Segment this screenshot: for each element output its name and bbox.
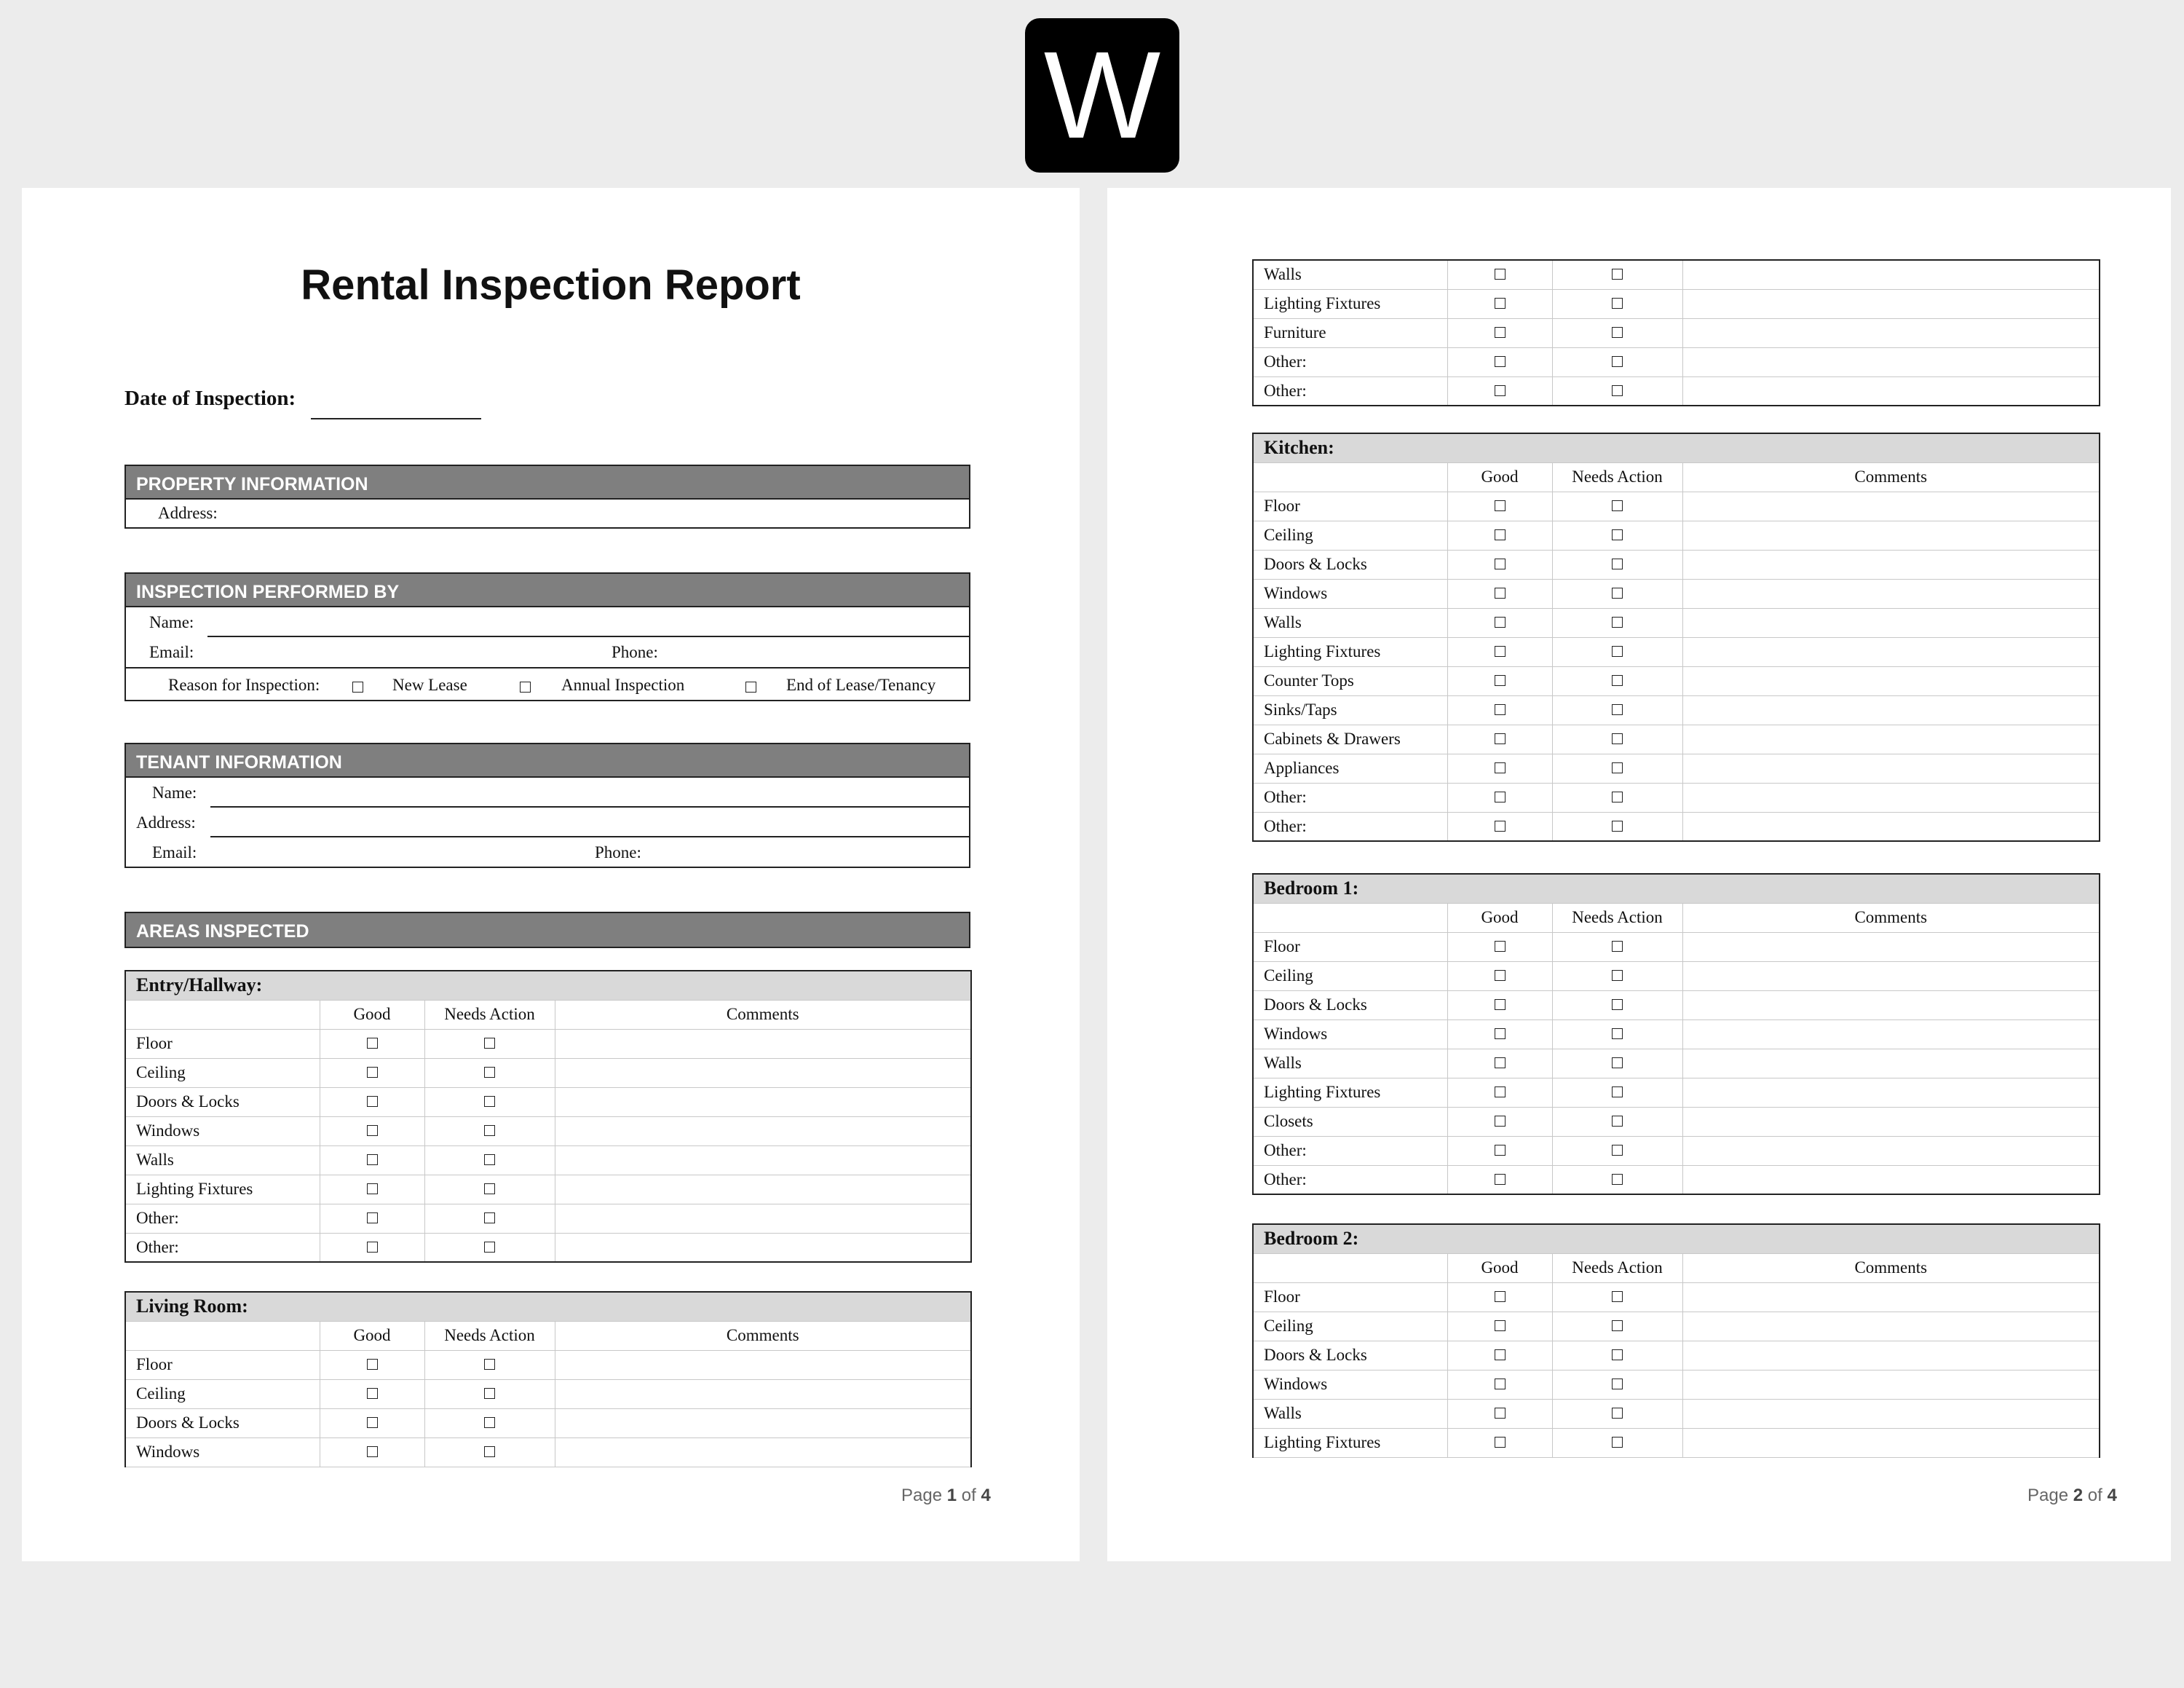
inspector-contact-row: [126, 637, 969, 669]
table-row: [1253, 608, 2100, 637]
table-row: [125, 1350, 971, 1379]
table-row: [1253, 550, 2100, 579]
table-row: [1253, 1049, 2100, 1078]
comments-cell[interactable]: [1682, 1341, 2100, 1370]
entry-hallway-title: Entry/Hallway:: [125, 971, 971, 1000]
good-checkbox[interactable]: [1447, 1107, 1552, 1136]
good-checkbox[interactable]: [1447, 666, 1552, 695]
table-row: [1253, 260, 2100, 289]
table-row: [1253, 1312, 2100, 1341]
bedroom-2-table: [1252, 1223, 2100, 1458]
column-header-good: Good: [320, 1321, 424, 1350]
row-item-label: Doors & Locks: [125, 1408, 320, 1437]
table-row: [1253, 812, 2100, 841]
needs-action-checkbox[interactable]: [1552, 347, 1682, 376]
needs-action-checkbox[interactable]: [424, 1350, 555, 1379]
column-header-good: Good: [1447, 903, 1552, 932]
tenant-information-section: [124, 743, 970, 868]
comments-cell[interactable]: [1682, 492, 2100, 521]
column-header-comments: Comments: [1682, 1253, 2100, 1282]
good-checkbox[interactable]: [320, 1204, 424, 1233]
annual-inspection-label: Annual Inspection: [561, 676, 685, 694]
areas-inspected-section: [124, 912, 970, 948]
comments-cell[interactable]: [1682, 725, 2100, 754]
needs-action-checkbox[interactable]: [1552, 608, 1682, 637]
row-item-label: Appliances: [1253, 754, 1447, 783]
comments-cell[interactable]: [1682, 289, 2100, 318]
comments-cell[interactable]: [555, 1350, 971, 1379]
comments-cell[interactable]: [555, 1233, 971, 1262]
row-item-label: Walls: [125, 1145, 320, 1175]
row-item-label: Windows: [1253, 1019, 1447, 1049]
column-header-item: [125, 1000, 320, 1029]
document-page-2: [1107, 188, 2171, 1561]
tenant-address-row: [126, 808, 969, 837]
table-row: [1253, 1399, 2100, 1428]
row-item-label: Other:: [1253, 812, 1447, 841]
column-header-comments: Comments: [555, 1000, 971, 1029]
row-item-label: Walls: [1253, 260, 1447, 289]
table-row: [1253, 289, 2100, 318]
table-row: [1253, 1136, 2100, 1165]
needs-action-checkbox[interactable]: [1552, 666, 1682, 695]
row-item-label: Closets: [1253, 1107, 1447, 1136]
table-row: [125, 1233, 971, 1262]
comments-cell[interactable]: [1682, 812, 2100, 841]
table-row: [1253, 637, 2100, 666]
row-item-label: Ceiling: [125, 1058, 320, 1087]
comments-cell[interactable]: [1682, 347, 2100, 376]
comments-cell[interactable]: [555, 1145, 971, 1175]
comments-cell[interactable]: [555, 1029, 971, 1058]
needs-action-checkbox[interactable]: [1552, 961, 1682, 990]
comments-cell[interactable]: [555, 1175, 971, 1204]
good-checkbox[interactable]: [1447, 318, 1552, 347]
table-row: [1253, 492, 2100, 521]
good-checkbox[interactable]: [1447, 1312, 1552, 1341]
row-item-label: Floor: [1253, 492, 1447, 521]
table-row: [1253, 1019, 2100, 1049]
inspection-performed-by-section: [124, 572, 970, 701]
needs-action-checkbox[interactable]: [1552, 990, 1682, 1019]
column-header-comments: Comments: [1682, 903, 2100, 932]
good-checkbox[interactable]: [1447, 550, 1552, 579]
comments-cell[interactable]: [555, 1437, 971, 1467]
column-header-good: Good: [320, 1000, 424, 1029]
reason-for-inspection-label: Reason for Inspection:: [168, 676, 320, 694]
row-item-label: Floor: [1253, 932, 1447, 961]
table-row: [1253, 1078, 2100, 1107]
needs-action-checkbox[interactable]: [1552, 318, 1682, 347]
tenant-name-row: [126, 778, 969, 808]
inspector-phone-label: Phone:: [612, 643, 658, 661]
needs-action-checkbox[interactable]: [424, 1058, 555, 1087]
needs-action-checkbox[interactable]: [424, 1029, 555, 1058]
row-item-label: Cabinets & Drawers: [1253, 725, 1447, 754]
column-header-needs-action: Needs Action: [424, 1321, 555, 1350]
tenant-email-label: Email:: [152, 843, 197, 861]
needs-action-checkbox[interactable]: [1552, 1049, 1682, 1078]
table-row: [125, 1058, 971, 1087]
needs-action-checkbox[interactable]: [424, 1379, 555, 1408]
table-row: [1253, 666, 2100, 695]
good-checkbox[interactable]: [320, 1116, 424, 1145]
comments-cell[interactable]: [1682, 550, 2100, 579]
column-header-good: Good: [1447, 462, 1552, 492]
row-item-label: Other:: [1253, 783, 1447, 812]
table-row: [1253, 318, 2100, 347]
comments-cell[interactable]: [1682, 579, 2100, 608]
good-checkbox[interactable]: [1447, 260, 1552, 289]
good-checkbox[interactable]: [1447, 608, 1552, 637]
table-row: [1253, 1341, 2100, 1370]
table-row: [125, 1087, 971, 1116]
good-checkbox[interactable]: [320, 1145, 424, 1175]
row-item-label: Ceiling: [1253, 961, 1447, 990]
needs-action-checkbox[interactable]: [1552, 1019, 1682, 1049]
column-header-needs-action: Needs Action: [1552, 462, 1682, 492]
comments-cell[interactable]: [1682, 961, 2100, 990]
table-row: [125, 1116, 971, 1145]
property-address-label: Address:: [158, 504, 218, 522]
good-checkbox[interactable]: [1447, 376, 1552, 406]
comments-cell[interactable]: [1682, 1312, 2100, 1341]
kitchen-table: [1252, 433, 2100, 842]
document-page-1: [22, 188, 1080, 1561]
needs-action-checkbox[interactable]: [1552, 1282, 1682, 1312]
date-of-inspection-field[interactable]: [311, 418, 481, 419]
table-row: [125, 1145, 971, 1175]
row-item-label: Ceiling: [1253, 521, 1447, 550]
needs-action-checkbox[interactable]: [1552, 492, 1682, 521]
row-item-label: Other:: [125, 1233, 320, 1262]
row-item-label: Other:: [1253, 1136, 1447, 1165]
needs-action-checkbox[interactable]: [1552, 754, 1682, 783]
row-item-label: Windows: [1253, 1370, 1447, 1399]
row-item-label: Floor: [125, 1029, 320, 1058]
comments-cell[interactable]: [1682, 1078, 2100, 1107]
table-row: [125, 1204, 971, 1233]
living-room-table: [124, 1291, 972, 1467]
table-row: [1253, 725, 2100, 754]
comments-cell[interactable]: [1682, 932, 2100, 961]
column-header-comments: Comments: [1682, 462, 2100, 492]
column-header-needs-action: Needs Action: [424, 1000, 555, 1029]
comments-cell[interactable]: [1682, 1165, 2100, 1194]
needs-action-checkbox[interactable]: [424, 1204, 555, 1233]
table-row: [125, 1029, 971, 1058]
good-checkbox[interactable]: [320, 1175, 424, 1204]
table-row: [125, 1437, 971, 1467]
row-item-label: Counter Tops: [1253, 666, 1447, 695]
table-row: [1253, 783, 2100, 812]
comments-cell[interactable]: [1682, 608, 2100, 637]
new-lease-checkbox[interactable]: [352, 678, 363, 697]
comments-cell[interactable]: [555, 1058, 971, 1087]
good-checkbox[interactable]: [1447, 492, 1552, 521]
inspector-name-row: [126, 607, 969, 637]
good-checkbox[interactable]: [1447, 1165, 1552, 1194]
good-checkbox[interactable]: [1447, 347, 1552, 376]
property-information-header: PROPERTY INFORMATION: [126, 466, 969, 500]
comments-cell[interactable]: [1682, 1282, 2100, 1312]
good-checkbox[interactable]: [1447, 725, 1552, 754]
comments-cell[interactable]: [1682, 754, 2100, 783]
needs-action-checkbox[interactable]: [1552, 1136, 1682, 1165]
row-item-label: Windows: [125, 1116, 320, 1145]
row-item-label: Windows: [1253, 579, 1447, 608]
tenant-contact-row: [126, 837, 969, 867]
comments-cell[interactable]: [1682, 1107, 2100, 1136]
row-item-label: Doors & Locks: [125, 1087, 320, 1116]
inspection-performed-by-header: INSPECTION PERFORMED BY: [126, 574, 969, 607]
good-checkbox[interactable]: [1447, 1078, 1552, 1107]
comments-cell[interactable]: [1682, 1049, 2100, 1078]
good-checkbox[interactable]: [1447, 932, 1552, 961]
entry-hallway-table: [124, 970, 972, 1263]
row-item-label: Lighting Fixtures: [1253, 1078, 1447, 1107]
good-checkbox[interactable]: [1447, 961, 1552, 990]
row-item-label: Floor: [125, 1350, 320, 1379]
row-item-label: Doors & Locks: [1253, 550, 1447, 579]
needs-action-checkbox[interactable]: [424, 1145, 555, 1175]
bedroom-2-title: Bedroom 2:: [1253, 1224, 2100, 1253]
needs-action-checkbox[interactable]: [1552, 521, 1682, 550]
needs-action-checkbox[interactable]: [1552, 1399, 1682, 1428]
date-of-inspection-label: Date of Inspection:: [124, 387, 296, 410]
table-row: [1253, 579, 2100, 608]
comments-cell[interactable]: [1682, 1019, 2100, 1049]
comments-cell[interactable]: [1682, 990, 2100, 1019]
good-checkbox[interactable]: [320, 1029, 424, 1058]
comments-cell[interactable]: [555, 1204, 971, 1233]
annual-inspection-checkbox[interactable]: [520, 678, 531, 697]
table-row: [1253, 1282, 2100, 1312]
needs-action-checkbox[interactable]: [424, 1408, 555, 1437]
good-checkbox[interactable]: [320, 1408, 424, 1437]
column-header-good: Good: [1447, 1253, 1552, 1282]
column-header-needs-action: Needs Action: [1552, 903, 1682, 932]
end-of-lease-checkbox[interactable]: [745, 678, 756, 697]
tenant-address-label: Address:: [136, 813, 196, 832]
good-checkbox[interactable]: [320, 1437, 424, 1467]
needs-action-checkbox[interactable]: [424, 1233, 555, 1262]
needs-action-checkbox[interactable]: [1552, 725, 1682, 754]
needs-action-checkbox[interactable]: [1552, 550, 1682, 579]
needs-action-checkbox[interactable]: [1552, 1165, 1682, 1194]
needs-action-checkbox[interactable]: [1552, 932, 1682, 961]
row-item-label: Doors & Locks: [1253, 990, 1447, 1019]
needs-action-checkbox[interactable]: [424, 1087, 555, 1116]
comments-cell[interactable]: [555, 1379, 971, 1408]
table-row: [1253, 1370, 2100, 1399]
good-checkbox[interactable]: [1447, 289, 1552, 318]
needs-action-checkbox[interactable]: [1552, 812, 1682, 841]
living-room-title: Living Room:: [125, 1292, 971, 1321]
row-item-label: Windows: [125, 1437, 320, 1467]
comments-cell[interactable]: [555, 1087, 971, 1116]
column-header-item: [1253, 903, 1447, 932]
row-item-label: Lighting Fixtures: [125, 1175, 320, 1204]
row-item-label: Walls: [1253, 608, 1447, 637]
needs-action-checkbox[interactable]: [424, 1175, 555, 1204]
row-item-label: Ceiling: [125, 1379, 320, 1408]
good-checkbox[interactable]: [1447, 1428, 1552, 1457]
comments-cell[interactable]: [1682, 695, 2100, 725]
needs-action-checkbox[interactable]: [1552, 376, 1682, 406]
good-checkbox[interactable]: [320, 1087, 424, 1116]
good-checkbox[interactable]: [1447, 812, 1552, 841]
column-header-item: [1253, 1253, 1447, 1282]
bedroom-1-table: [1252, 873, 2100, 1195]
document-title: Rental Inspection Report: [301, 261, 801, 309]
row-item-label: Furniture: [1253, 318, 1447, 347]
end-of-lease-label: End of Lease/Tenancy: [786, 676, 936, 694]
needs-action-checkbox[interactable]: [1552, 579, 1682, 608]
column-header-item: [1253, 462, 1447, 492]
page-number-2: Page 2 of 4: [2027, 1486, 2117, 1505]
tenant-name-label: Name:: [152, 784, 197, 802]
column-header-needs-action: Needs Action: [1552, 1253, 1682, 1282]
good-checkbox[interactable]: [1447, 783, 1552, 812]
inspector-email-label: Email:: [149, 643, 194, 661]
needs-action-checkbox[interactable]: [1552, 695, 1682, 725]
comments-cell[interactable]: [1682, 1399, 2100, 1428]
good-checkbox[interactable]: [1447, 1341, 1552, 1370]
tenant-information-header: TENANT INFORMATION: [126, 744, 969, 778]
new-lease-label: New Lease: [392, 676, 467, 694]
needs-action-checkbox[interactable]: [1552, 1107, 1682, 1136]
row-item-label: Ceiling: [1253, 1312, 1447, 1341]
needs-action-checkbox[interactable]: [1552, 1312, 1682, 1341]
kitchen-title: Kitchen:: [1253, 433, 2100, 462]
table-row: [125, 1379, 971, 1408]
needs-action-checkbox[interactable]: [424, 1437, 555, 1467]
comments-cell[interactable]: [1682, 637, 2100, 666]
comments-cell[interactable]: [1682, 376, 2100, 406]
good-checkbox[interactable]: [1447, 637, 1552, 666]
good-checkbox[interactable]: [320, 1379, 424, 1408]
needs-action-checkbox[interactable]: [1552, 1341, 1682, 1370]
needs-action-checkbox[interactable]: [1552, 1428, 1682, 1457]
table-row: [125, 1175, 971, 1204]
comments-cell[interactable]: [1682, 1136, 2100, 1165]
property-address-row[interactable]: [126, 500, 969, 527]
table-row: [1253, 521, 2100, 550]
comments-cell[interactable]: [1682, 1370, 2100, 1399]
good-checkbox[interactable]: [1447, 521, 1552, 550]
table-row: [1253, 932, 2100, 961]
row-item-label: Lighting Fixtures: [1253, 1428, 1447, 1457]
comments-cell[interactable]: [1682, 521, 2100, 550]
row-item-label: Other:: [1253, 376, 1447, 406]
row-item-label: Floor: [1253, 1282, 1447, 1312]
inspector-name-label: Name:: [149, 613, 194, 631]
good-checkbox[interactable]: [320, 1233, 424, 1262]
needs-action-checkbox[interactable]: [1552, 289, 1682, 318]
table-row: [1253, 1165, 2100, 1194]
bedroom-1-title: Bedroom 1:: [1253, 874, 2100, 903]
word-app-logo: W: [1025, 18, 1179, 173]
column-header-item: [125, 1321, 320, 1350]
table-row: [1253, 1107, 2100, 1136]
table-row: [1253, 1428, 2100, 1457]
table-row: [1253, 990, 2100, 1019]
comments-cell[interactable]: [555, 1116, 971, 1145]
good-checkbox[interactable]: [1447, 1399, 1552, 1428]
table-row: [1253, 347, 2100, 376]
needs-action-checkbox[interactable]: [1552, 260, 1682, 289]
comments-cell[interactable]: [1682, 666, 2100, 695]
row-item-label: Sinks/Taps: [1253, 695, 1447, 725]
comments-cell[interactable]: [555, 1408, 971, 1437]
good-checkbox[interactable]: [1447, 990, 1552, 1019]
page-number-1: Page 1 of 4: [901, 1486, 991, 1505]
table-row: [125, 1408, 971, 1437]
comments-cell[interactable]: [1682, 318, 2100, 347]
good-checkbox[interactable]: [1447, 1019, 1552, 1049]
needs-action-checkbox[interactable]: [1552, 1370, 1682, 1399]
good-checkbox[interactable]: [1447, 695, 1552, 725]
good-checkbox[interactable]: [1447, 579, 1552, 608]
column-header-comments: Comments: [555, 1321, 971, 1350]
row-item-label: Walls: [1253, 1399, 1447, 1428]
table-row: [1253, 376, 2100, 406]
areas-inspected-header: AREAS INSPECTED: [126, 913, 969, 947]
good-checkbox[interactable]: [1447, 1136, 1552, 1165]
good-checkbox[interactable]: [320, 1058, 424, 1087]
good-checkbox[interactable]: [1447, 754, 1552, 783]
comments-cell[interactable]: [1682, 1428, 2100, 1457]
row-item-label: Lighting Fixtures: [1253, 637, 1447, 666]
row-item-label: Other:: [1253, 1165, 1447, 1194]
needs-action-checkbox[interactable]: [1552, 1078, 1682, 1107]
reason-for-inspection-row: [126, 669, 969, 700]
row-item-label: Doors & Locks: [1253, 1341, 1447, 1370]
comments-cell[interactable]: [1682, 783, 2100, 812]
good-checkbox[interactable]: [1447, 1370, 1552, 1399]
row-item-label: Other:: [1253, 347, 1447, 376]
good-checkbox[interactable]: [320, 1350, 424, 1379]
row-item-label: Lighting Fixtures: [1253, 289, 1447, 318]
table-row: [1253, 695, 2100, 725]
table-row: [1253, 754, 2100, 783]
needs-action-checkbox[interactable]: [1552, 637, 1682, 666]
row-item-label: Other:: [125, 1204, 320, 1233]
tenant-phone-label: Phone:: [595, 843, 641, 861]
comments-cell[interactable]: [1682, 260, 2100, 289]
table-row: [1253, 961, 2100, 990]
living-room-continued-table: [1252, 259, 2100, 406]
property-information-section: [124, 465, 970, 529]
good-checkbox[interactable]: [1447, 1282, 1552, 1312]
good-checkbox[interactable]: [1447, 1049, 1552, 1078]
needs-action-checkbox[interactable]: [424, 1116, 555, 1145]
needs-action-checkbox[interactable]: [1552, 783, 1682, 812]
row-item-label: Walls: [1253, 1049, 1447, 1078]
